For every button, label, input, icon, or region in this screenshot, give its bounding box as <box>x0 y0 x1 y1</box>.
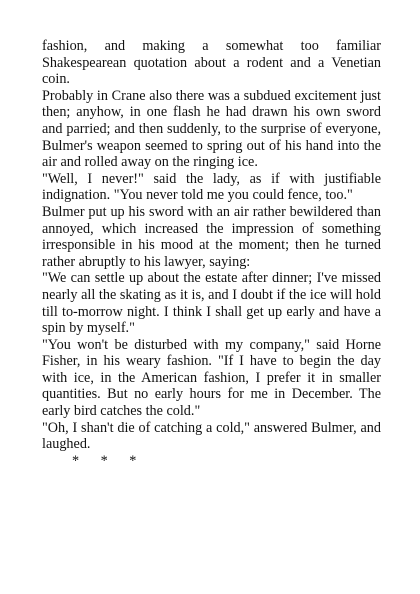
paragraph-1: fashion, and making a somewhat too familiar Shakespearean quotation about a rodent and a Venetian coin. <box>42 38 381 88</box>
scene-break: * * * <box>72 452 137 469</box>
paragraph-3: "Well, I never!" said the lady, as if with justifiable indignation. "You never told me you could fence, too." <box>42 170 381 204</box>
paragraph-6: "You won't be disturbed with my company," said Horne Fisher, in his weary fashion. "If I have to begin the day with ice, in the American fashion, I prefer it in smaller quantities. But no early hours for me in December. The early bird catches the cold." <box>42 336 381 420</box>
paragraph-7: "Oh, I shan't die of catching a cold," answered Bulmer, and laughed. <box>42 419 381 453</box>
book-page <box>42 38 381 469</box>
paragraph-2: Probably in Crane also there was a subdued excitement just then; anyhow, in one flash he had drawn his own sword and parried; and then suddenly, to the surprise of everyone, Bulmer's weapon seemed to spring out of his hand into the air and rolled away on the ringing ice. <box>42 87 381 171</box>
paragraph-4: Bulmer put up his sword with an air rather bewildered than annoyed, which increased the impression of something irresponsible in his mood at the moment; then he turned rather abruptly to his lawyer, saying: <box>42 203 381 270</box>
paragraph-5: "We can settle up about the estate after dinner; I've missed nearly all the skating as it is, and I doubt if the ice will hold till to-morrow night. I think I shall get up early and have a spin by myself." <box>42 270 381 337</box>
